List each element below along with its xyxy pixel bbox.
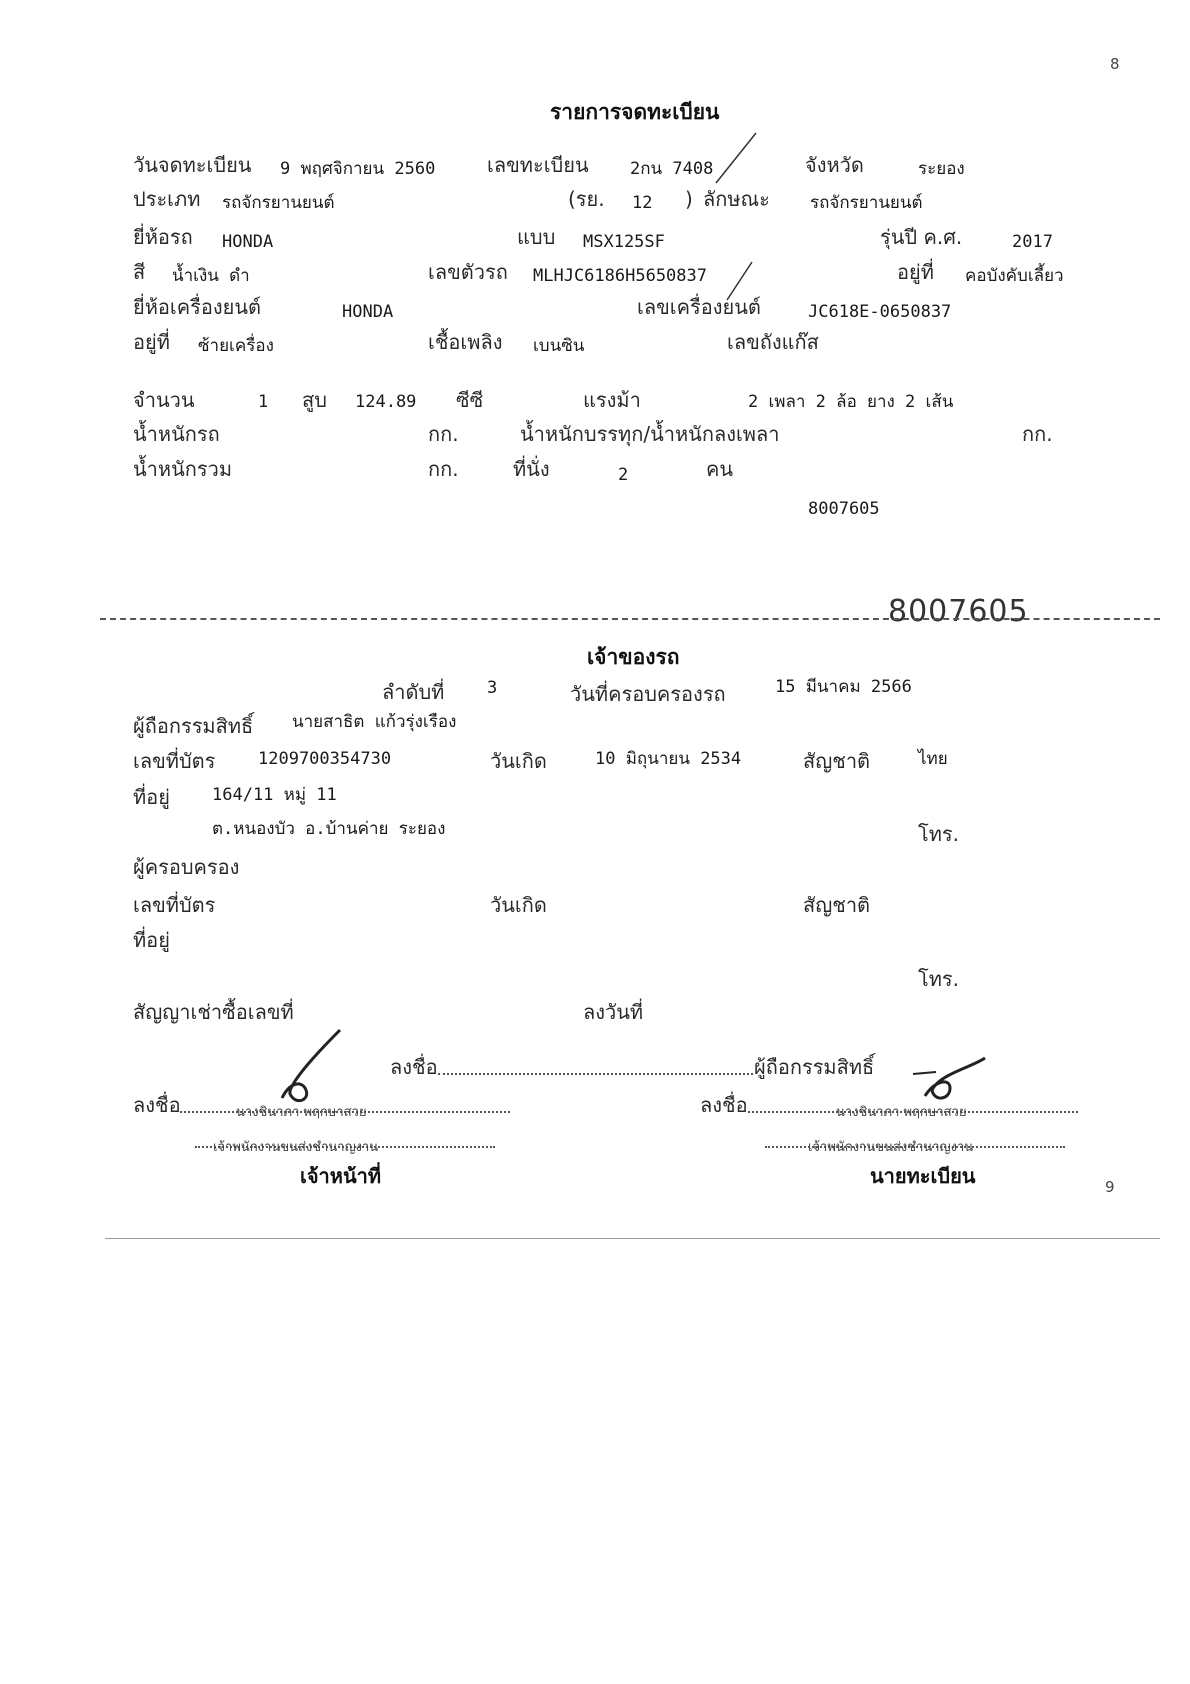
model-label: แบบ [517,225,556,249]
page-number-bottom: 9 [1105,1178,1115,1196]
cylinder-label: สูบ [302,388,327,412]
order-label: ลำดับที่ [382,680,445,704]
style-value: รถจักรยานยนต์ [810,193,923,213]
possessor-address-label: ที่อยู่ [133,928,170,952]
serial-number: 8007605 [808,499,880,519]
cc-label: ซีซี [456,388,484,412]
order-value: 3 [487,678,498,698]
color-value: น้ำเงิน ดำ [172,266,250,286]
registrar-position: เจ้าพนักงานขนส่งชำนาญงาน [808,1140,974,1155]
vehicle-weight-unit: กก. [428,422,459,446]
holder-dob-value: 10 มิถุนายน 2534 [595,749,742,769]
count-value: 1 [258,392,269,412]
possession-date-label: วันที่ครอบครองรถ [570,682,726,706]
holder-tel-label: โทร. [918,822,960,846]
color-label: สี [133,260,146,284]
model-value: MSX125SF [583,232,665,252]
fuel-label: เชื้อเพลิง [428,330,503,354]
officer-sign-label: ลงชื่อ [133,1093,181,1117]
officer-position: เจ้าพนักงานขนส่งชำนาญงาน [213,1140,379,1155]
possessor-nationality-label: สัญชาติ [803,893,871,917]
vin-location-value: คอบังคับเลี้ยว [965,266,1064,286]
cc-value: 124.89 [355,392,417,412]
vin-label: เลขตัวรถ [428,260,508,284]
check-mark-plate [716,133,756,183]
total-weight-label: น้ำหนักรวม [133,457,233,481]
seats-label: ที่นั่ง [513,457,550,481]
engine-brand-label: ยี่ห้อเครื่องยนต์ [133,295,262,319]
vehicle-weight-label: น้ำหนักรถ [133,422,220,446]
type-label: ประเภท [133,187,201,211]
registrar-name: นางชินาภา พฤกษาสวย [836,1105,967,1120]
type-value: รถจักรยานยนต์ [222,193,335,213]
province-label: จังหวัด [805,153,864,177]
engine-loc-value: ซ้ายเครื่อง [198,336,274,356]
holder-sign-suffix: ผู้ถือกรรมสิทธิ์ [754,1055,875,1079]
possessor-tel-label: โทร. [918,967,960,991]
province-value: ระยอง [918,159,965,179]
registration-title: รายการจดทะเบียน [550,100,720,124]
brand-value: HONDA [222,232,274,252]
registrar-title: นายทะเบียน [870,1164,976,1188]
total-weight-unit: กก. [428,457,459,481]
officer-signature [282,1030,340,1101]
reg-date-value: 9 พฤศจิกายน 2560 [280,159,436,179]
engine-brand-value: HONDA [342,302,394,322]
year-label: รุ่นปี ค.ศ. [880,225,963,249]
ry-label: (รย. [568,187,605,211]
load-weight-unit: กก. [1022,422,1053,446]
brand-label: ยี่ห้อรถ [133,225,193,249]
holder-dob-label: วันเกิด [490,749,547,773]
seats-value: 2 [618,465,629,485]
possession-date-value: 15 มีนาคม 2566 [775,677,912,697]
plate-value: 2กน 7408 [630,159,714,179]
registrar-signature-stroke [913,1072,936,1074]
engine-no-value: JC618E-0650837 [808,302,952,322]
check-mark-vin [727,262,752,300]
lease-contract-label: สัญญาเช่าซื้อเลขที่ [133,1000,294,1024]
holder-address-line1: 164/11 หมู่ 11 [212,785,337,805]
holder-name: นายสาธิต แก้วรุ่งเรือง [292,712,457,732]
registrar-signature [925,1058,985,1098]
engine-loc-label: อยู่ที่ [133,330,170,354]
officer-name: นางชินาภา พฤกษาสวย [236,1105,367,1120]
holder-label: ผู้ถือกรรมสิทธิ์ [133,714,254,738]
ry-value: 12 [632,193,653,213]
possessor-id-label: เลขที่บัตร [133,893,216,917]
style-label: ลักษณะ [703,187,770,211]
serial-number-large: 8007605 [888,594,1029,629]
holder-nationality-label: สัญชาติ [803,749,871,773]
possessor-label: ผู้ครอบครอง [133,855,240,879]
year-value: 2017 [1012,232,1053,252]
count-label: จำนวน [133,388,195,412]
registrar-sign-label: ลงชื่อ [700,1093,748,1117]
ry-close: ) [685,187,693,211]
gas-tank-label: เลขถังแก๊ส [727,330,819,354]
page-number-top: 8 [1110,55,1120,73]
officer-title: เจ้าหน้าที่ [300,1164,382,1188]
plate-label: เลขทะเบียน [487,153,589,177]
vin-value: MLHJC6186H5650837 [533,266,707,286]
engine-no-label: เลขเครื่องยนต์ [637,295,761,319]
horsepower-label: แรงม้า [583,388,641,412]
persons-label: คน [706,457,734,481]
holder-nationality-value: ไทย [918,749,948,769]
possessor-dob-label: วันเกิด [490,893,547,917]
owner-title: เจ้าของรถ [587,645,680,669]
lease-date-label: ลงวันที่ [583,1000,644,1024]
holder-address-label: ที่อยู่ [133,785,170,809]
holder-address-line2: ต.หนองบัว อ.บ้านค่าย ระยอง [212,819,446,839]
holder-id-value: 1209700354730 [258,749,392,769]
holder-sign-label: ลงชื่อ [390,1055,438,1079]
fuel-value: เบนซิน [533,336,585,356]
holder-id-label: เลขที่บัตร [133,749,216,773]
vin-location-label: อยู่ที่ [897,260,934,284]
axle-info: 2 เพลา 2 ล้อ ยาง 2 เส้น [748,392,954,412]
load-weight-label: น้ำหนักบรรทุก/น้ำหนักลงเพลา [520,422,780,446]
reg-date-label: วันจดทะเบียน [133,153,252,177]
